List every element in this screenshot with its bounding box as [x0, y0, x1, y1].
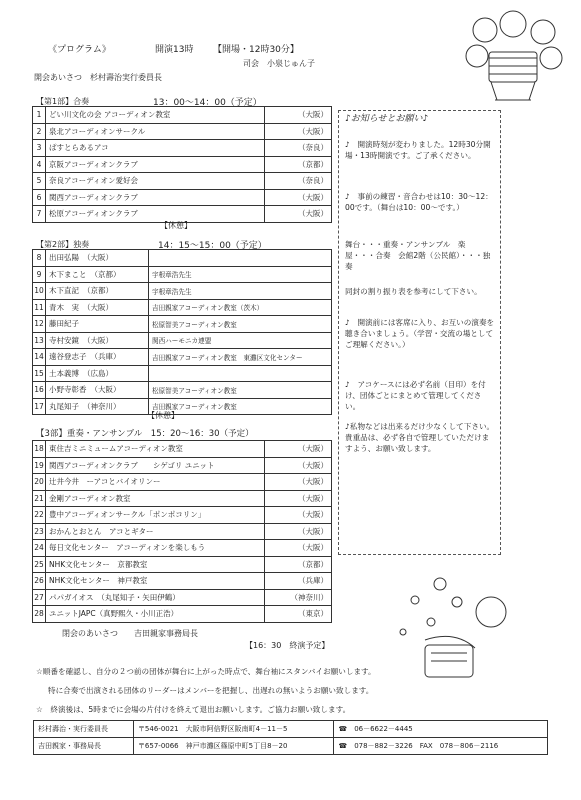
performer-place: （大阪） — [265, 441, 332, 458]
contact-row — [34, 721, 548, 738]
contact-phone: ☎ 078－882－3226 FAX 078－806－2116 — [334, 738, 548, 755]
performer-place: （奈良） — [265, 140, 332, 157]
performer-place: （京都） — [83, 286, 113, 296]
program-row — [33, 189, 332, 206]
row-number: 12 — [33, 316, 46, 333]
part1-table — [32, 106, 332, 223]
program-row — [33, 540, 332, 557]
performer-name: 木下まこと — [49, 269, 87, 279]
row-number: 19 — [33, 457, 46, 474]
contact-row — [34, 738, 548, 755]
performer-name: ユニットJAPC（真野熙久・小川正浩） — [46, 606, 265, 623]
contact-table — [33, 720, 548, 755]
performer-place: （神奈川） — [83, 401, 121, 411]
performer-name: 豊中アコーディオンサークル「ポンポコリン」 — [46, 507, 265, 524]
row-number: 9 — [33, 266, 46, 283]
performer-place: （大阪） — [265, 507, 332, 524]
row-number: 4 — [33, 156, 46, 173]
performer-place: （兵庫） — [265, 573, 332, 590]
row-number: 1 — [33, 107, 46, 124]
program-row — [33, 523, 332, 540]
teacher-name — [149, 250, 332, 267]
notice-box — [338, 110, 501, 555]
program-heading: 《プログラム》 — [48, 45, 111, 55]
row-number: 6 — [33, 189, 46, 206]
row-number: 17 — [33, 398, 46, 415]
footer-note: ☆順番を確認し、自分の２つ前の団体が舞台に上がった時点で、舞台袖にスタンバイお願いします。 — [36, 667, 376, 676]
teacher-name: 松原智美アコーディオン教室 — [149, 382, 332, 399]
row-number: 24 — [33, 540, 46, 557]
program-row — [33, 140, 332, 157]
program-row — [33, 507, 332, 524]
row-number: 22 — [33, 507, 46, 524]
row-number: 7 — [33, 206, 46, 223]
performer-place: （大阪） — [265, 189, 332, 206]
program-row — [33, 365, 332, 382]
program-row — [33, 490, 332, 507]
break1-label: 【休憩】 — [160, 221, 192, 230]
teacher-name: 関西ハーモニカ連盟 — [149, 332, 332, 349]
performer-place: （大阪） — [265, 474, 332, 491]
row-number: 16 — [33, 382, 46, 399]
part3-title: 【3部】重奏・アンサンブル 15：20～16：30（予定） — [36, 429, 254, 439]
program-row — [33, 156, 332, 173]
performer-name: 金剛アコーディオン教室 — [46, 490, 265, 507]
teacher-name: 吉田親家アコーディオン教室 東灘区文化センター — [149, 349, 332, 366]
row-number: 10 — [33, 283, 46, 300]
performer-name: 青木 実 — [49, 302, 79, 312]
mc-name: 司会 小泉じゅん子 — [243, 59, 315, 68]
row-number: 3 — [33, 140, 46, 157]
performer-place: （大阪） — [265, 540, 332, 557]
program-row — [33, 332, 332, 349]
notice-item: ♪ 開演前には客席に入り、お互いの演奏を聴き合いましょう。（学習・交流の場としてご理解ください。） — [345, 318, 495, 349]
teacher-name: 吉田親家アコーディオン教室（茨木） — [149, 299, 332, 316]
performer-place: （京都） — [90, 269, 121, 279]
row-number: 2 — [33, 123, 46, 140]
row-number: 13 — [33, 332, 46, 349]
performer-place: （大阪） — [265, 457, 332, 474]
performer-place: （大阪） — [83, 335, 113, 345]
part3-table — [32, 440, 332, 623]
performer-place: （奈良） — [265, 173, 332, 190]
row-number: 23 — [33, 523, 46, 540]
program-row — [33, 123, 332, 140]
part2-time: 14：15～15：00（予定） — [158, 241, 267, 251]
performer-place: （京都） — [265, 556, 332, 573]
closing-speech: 閉会のあいさつ 吉田親家事務局長 — [62, 629, 198, 638]
row-number: 15 — [33, 365, 46, 382]
row-number: 27 — [33, 589, 46, 606]
performer-cell — [46, 365, 149, 382]
contact-address: 〒657-0066 神戸市灘区篠原中町5丁目8－20 — [133, 738, 334, 755]
teacher-name: 松原智美アコーディオン教室 — [149, 316, 332, 333]
performer-cell — [46, 316, 149, 333]
teacher-name: 吉田親家アコーディオン教室 — [149, 398, 332, 415]
performer-place: （大阪） — [265, 107, 332, 124]
contact-name: 吉田親家・事務局長 — [34, 738, 134, 755]
program-row — [33, 606, 332, 623]
open-time: 【開場・12時30分】 — [213, 45, 299, 55]
performer-cell — [46, 283, 149, 300]
teacher-name: 宇根章浩先生 — [149, 283, 332, 300]
performer-name: 関西アコーディオンクラブ シゲゴリ ユニット — [46, 457, 265, 474]
performer-name: 辻井今井 ーアコとバイオリンー — [46, 474, 265, 491]
part1-title: 【第1部】合奏 — [36, 97, 90, 106]
row-number: 20 — [33, 474, 46, 491]
bubbles-illustration — [395, 570, 525, 680]
performer-name: 関西アコーディオンクラブ — [46, 189, 265, 206]
program-row — [33, 589, 332, 606]
notice-title: ♪お知らせとお願い♪ — [345, 114, 429, 124]
row-number: 25 — [33, 556, 46, 573]
performer-place: （大阪） — [90, 385, 121, 395]
performer-place: （京都） — [265, 156, 332, 173]
performer-name: 東住吉ミニミュームアコーディオン教室 — [46, 441, 265, 458]
performer-name: ぱすとらあるアコ — [46, 140, 265, 157]
end-time: 【16：30 終演予定】 — [245, 641, 330, 650]
notice-item: ♪ アコケースには必ず名前（目印）を付け、団体ごとにまとめて管理してください。 — [345, 380, 486, 411]
row-number: 21 — [33, 490, 46, 507]
program-row — [33, 173, 332, 190]
notice-item: ♪ 開演時刻が変わりました。12時30分開場・13時開演です。ご了承ください。 — [345, 140, 491, 160]
notice-item: 同封の割り振り表を参考にして下さい。 — [345, 287, 482, 296]
teacher-name — [149, 365, 332, 382]
program-row — [33, 457, 332, 474]
program-row — [33, 250, 332, 267]
program-row — [33, 398, 332, 415]
row-number: 11 — [33, 299, 46, 316]
performer-place: （大阪） — [83, 253, 113, 263]
performer-name: おかんとおとん アコとギター — [46, 523, 265, 540]
row-number: 14 — [33, 349, 46, 366]
performer-name: 藤田紀子 — [49, 319, 79, 329]
row-number: 26 — [33, 573, 46, 590]
performer-place: （東京） — [265, 606, 332, 623]
start-time: 開演13時 — [155, 45, 194, 55]
accordion-illustration — [455, 8, 573, 108]
performer-place: （大阪） — [265, 206, 332, 223]
row-number: 28 — [33, 606, 46, 623]
performer-name: 小野寺彰香 — [49, 385, 87, 395]
program-row — [33, 382, 332, 399]
contact-name: 杉村壽治・実行委員長 — [34, 721, 134, 738]
performer-name: 泉北アコーディオンサークル — [46, 123, 265, 140]
program-row — [33, 349, 332, 366]
performer-name: 毎日文化センター アコーディオンを楽しもう — [46, 540, 265, 557]
break2-label: 【休憩】 — [147, 411, 179, 420]
performer-name: 丸尾知子 — [49, 401, 79, 411]
notice-item: ♪私物などは出来るだけ少なくして下さい。貴重品は、必ず各自で管理していただけますよう、お願い致します。 — [345, 422, 495, 453]
program-row — [33, 573, 332, 590]
performer-cell — [46, 349, 149, 366]
performer-place: （兵庫） — [90, 352, 121, 362]
row-number: 18 — [33, 441, 46, 458]
program-row — [33, 441, 332, 458]
performer-name: NHK文化センター 神戸教室 — [46, 573, 265, 590]
performer-name: 奈良アコーディオン愛好会 — [46, 173, 265, 190]
program-row — [33, 299, 332, 316]
program-row — [33, 283, 332, 300]
row-number: 8 — [33, 250, 46, 267]
contact-phone: ☎ 06－6622－4445 — [334, 721, 548, 738]
part2-title: 【第2部】独奏 — [36, 240, 90, 249]
contact-address: 〒546-0021 大阪市阿倍野区阪南町4－11－5 — [133, 721, 334, 738]
program-row — [33, 316, 332, 333]
performer-name: パパガイオス （丸尾知子・矢田伊鶴） — [46, 589, 265, 606]
footer-note: 特に合奏で出演される団体のリーダーはメンバーを把握し、出遅れの無いようお願い致します。 — [48, 686, 374, 695]
performer-name: 出田弘陽 — [49, 253, 79, 263]
performer-cell — [46, 299, 149, 316]
performer-cell — [46, 266, 149, 283]
notice-item: 舞台・・・重奏・アンサンブル 楽屋・・・合奏 会館2階（公民館）・・・独奏 — [345, 240, 491, 271]
performer-place: （大阪） — [265, 523, 332, 540]
performer-cell — [46, 398, 149, 415]
performer-cell — [46, 382, 149, 399]
performer-place: （大阪） — [265, 490, 332, 507]
performer-place: （大阪） — [265, 123, 332, 140]
program-row — [33, 474, 332, 491]
performer-cell — [46, 332, 149, 349]
footer-note: ☆ 終演後は、5時までに会場の片付けを終えて退出お願いします。ご協力お願い致します。 — [36, 705, 351, 714]
performer-name: 松原アコーディオンクラブ — [46, 206, 265, 223]
teacher-name: 宇根章浩先生 — [149, 266, 332, 283]
program-row — [33, 556, 332, 573]
program-row — [33, 107, 332, 124]
performer-name: 京阪アコーディオンクラブ — [46, 156, 265, 173]
row-number: 5 — [33, 173, 46, 190]
part2-table — [32, 249, 332, 415]
performer-cell — [46, 250, 149, 267]
performer-place: （広島） — [83, 368, 113, 378]
performer-name: 遠谷登志子 — [49, 352, 87, 362]
program-row — [33, 266, 332, 283]
performer-name: 木下直記 — [49, 286, 79, 296]
part1-time: 13：00～14：00（予定） — [153, 98, 262, 108]
opening-speech: 開会あいさつ 杉村壽治実行委員長 — [34, 73, 162, 82]
performer-name: NHK文化センター 京都教室 — [46, 556, 265, 573]
notice-item: ♪ 事前の練習・音合わせは10：30～12：00です。（舞台は10：00～です。） — [345, 192, 493, 212]
performer-name: 土本義博 — [49, 368, 79, 378]
performer-name: どい川文化の会 アコーディオン教室 — [46, 107, 265, 124]
performer-name: 寺村安鏡 — [49, 335, 79, 345]
performer-place: （神奈川） — [265, 589, 332, 606]
performer-place: （大阪） — [83, 302, 113, 312]
